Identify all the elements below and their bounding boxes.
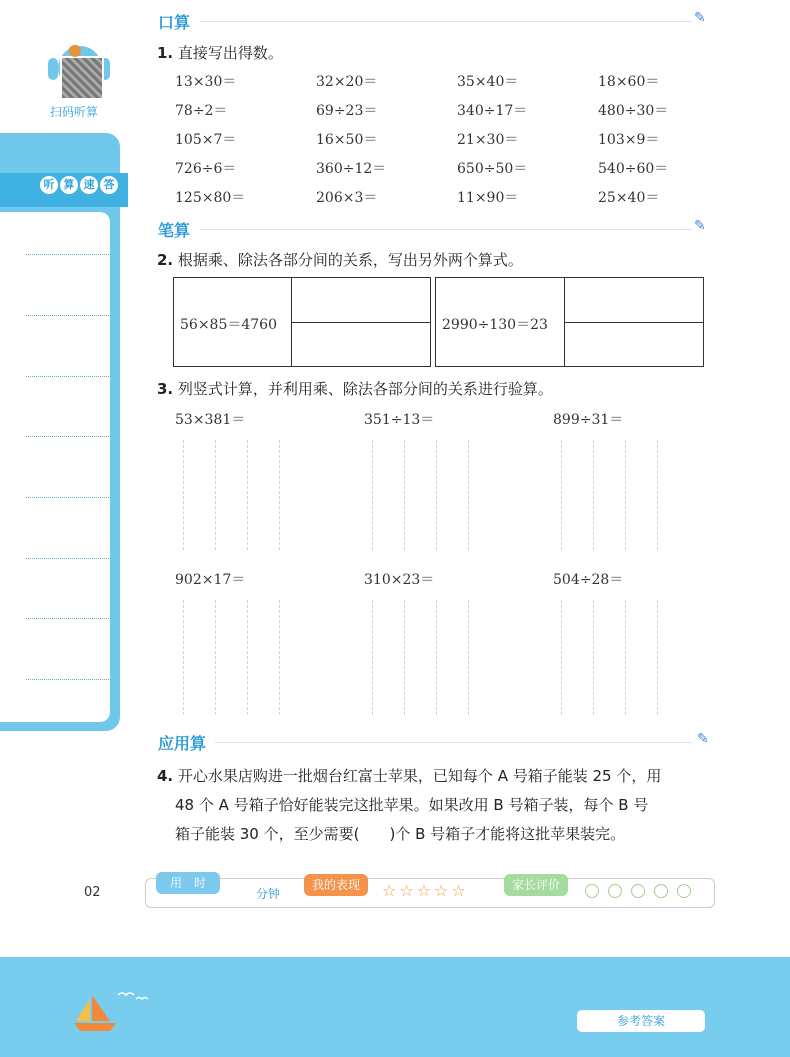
section-title-applied: 应用算 (158, 734, 207, 753)
performance-label: 我的表现 (304, 874, 368, 896)
parent-eval-label: 家长评价 (504, 874, 568, 896)
guide-line (372, 440, 373, 550)
vertical-problem: 902×17＝ (175, 572, 246, 588)
note-line (26, 254, 111, 255)
tab-char: 听 (40, 176, 58, 194)
note-line (26, 618, 111, 619)
oral-problem: 206×3＝ (316, 190, 378, 206)
tab-char: 答 (100, 176, 118, 194)
guide-line (183, 600, 184, 715)
guide-line (404, 440, 405, 550)
guide-line (247, 600, 248, 715)
note-line (26, 497, 111, 498)
note-line (26, 376, 111, 377)
section-divider (215, 742, 692, 743)
sidebar-notes-area (0, 212, 110, 722)
oral-problem: 360÷12＝ (316, 161, 387, 177)
guide-line (436, 600, 437, 715)
guide-line (436, 440, 437, 550)
guide-line (625, 600, 626, 715)
oral-problem: 105×7＝ (175, 132, 237, 148)
headphone-left-icon (48, 58, 58, 80)
question-text: 直接写出得数。 (177, 44, 283, 62)
guide-line (657, 600, 658, 715)
relation-equation-2: 2990÷130＝23 (442, 317, 548, 333)
answer-key-button[interactable]: 参考答案 (577, 1010, 705, 1032)
guide-line (183, 440, 184, 550)
qr-code-widget[interactable] (48, 40, 110, 112)
oral-problem: 726÷6＝ (175, 161, 237, 177)
smile-icon[interactable] (654, 884, 668, 898)
answer-line[interactable] (564, 322, 703, 323)
guide-line (561, 600, 562, 715)
question-number: 3. (157, 380, 174, 398)
vertical-problem: 351÷13＝ (364, 412, 435, 428)
section-title-written: 笔算 (158, 221, 191, 240)
section-title-oral: 口算 (158, 13, 191, 32)
pencil-icon: ✎ (694, 10, 706, 26)
section-divider (200, 21, 692, 22)
oral-problem: 13×30＝ (175, 74, 237, 90)
question-text-line: 开心水果店购进一批烟台红富士苹果，已知每个 A 号箱子能装 25 个，用 (177, 767, 662, 785)
relation-equation-1: 56×85＝4760 (180, 317, 277, 333)
star-rating[interactable]: ☆☆☆☆☆ (382, 881, 469, 900)
guide-line (372, 600, 373, 715)
guide-line (468, 440, 469, 550)
guide-line (215, 440, 216, 550)
question-2-title (157, 249, 523, 270)
pencil-icon: ✎ (694, 218, 706, 234)
guide-line (468, 600, 469, 715)
tab-char: 算 (60, 176, 78, 194)
minutes-label: 分钟 (256, 887, 281, 901)
oral-problem: 16×50＝ (316, 132, 378, 148)
note-line (26, 558, 111, 559)
sailboat-icon (70, 985, 160, 1035)
oral-problem: 125×80＝ (175, 190, 246, 206)
guide-line (657, 440, 658, 550)
guide-line (561, 440, 562, 550)
vertical-problem: 310×23＝ (364, 572, 435, 588)
question-text-line: 48 个 A 号箱子恰好能装完这批苹果。如果改用 B 号箱子装，每个 B 号 (175, 796, 649, 814)
guide-line (279, 440, 280, 550)
smile-icon[interactable] (608, 884, 622, 898)
oral-problem: 35×40＝ (457, 74, 519, 90)
section-divider (200, 229, 692, 230)
oral-problem: 18×60＝ (598, 74, 660, 90)
guide-line (593, 440, 594, 550)
question-4-body (157, 762, 661, 849)
time-label: 用 时 (156, 872, 220, 894)
guide-line (247, 440, 248, 550)
smile-icon[interactable] (631, 884, 645, 898)
oral-problem: 78÷2＝ (175, 103, 228, 119)
page-number: 02 (84, 885, 101, 900)
relation-box-1 (173, 277, 431, 367)
guide-line (593, 600, 594, 715)
oral-problem: 103×9＝ (598, 132, 660, 148)
tab-char: 速 (80, 176, 98, 194)
oral-problem: 69÷23＝ (316, 103, 378, 119)
bird-icon: ● (68, 40, 82, 59)
note-line (26, 679, 111, 680)
pencil-icon: ✎ (697, 731, 709, 747)
vertical-problem: 53×381＝ (175, 412, 246, 428)
question-text: 列竖式计算，并利用乘、除法各部分间的关系进行验算。 (177, 380, 553, 398)
smile-icon[interactable] (585, 884, 599, 898)
vertical-problem: 899÷31＝ (553, 412, 624, 428)
note-line (26, 436, 111, 437)
oral-problem: 32×20＝ (316, 74, 378, 90)
oral-problem: 21×30＝ (457, 132, 519, 148)
face-rating[interactable] (585, 884, 691, 898)
question-number: 4. (157, 767, 174, 785)
oral-problem: 11×90＝ (457, 190, 519, 206)
oral-problem: 650÷50＝ (457, 161, 528, 177)
guide-line (625, 440, 626, 550)
question-3-title (157, 378, 553, 399)
note-line (26, 315, 111, 316)
question-number: 2. (157, 251, 174, 269)
oral-problem: 340÷17＝ (457, 103, 528, 119)
qr-code-image[interactable] (60, 56, 104, 100)
question-1-title (157, 42, 283, 63)
question-text: 根据乘、除法各部分间的关系，写出另外两个算式。 (177, 251, 523, 269)
guide-line (404, 600, 405, 715)
sidebar-tab-label (40, 176, 118, 194)
relation-box-2 (435, 277, 704, 367)
oral-problem: 25×40＝ (598, 190, 660, 206)
answer-line[interactable] (291, 322, 430, 323)
scan-label: 扫码听算 (50, 105, 99, 119)
vertical-problem: 504÷28＝ (553, 572, 624, 588)
smile-icon[interactable] (677, 884, 691, 898)
oral-problem: 540÷60＝ (598, 161, 669, 177)
guide-line (279, 600, 280, 715)
question-number: 1. (157, 44, 174, 62)
guide-line (215, 600, 216, 715)
oral-problem: 480÷30＝ (598, 103, 669, 119)
question-text-line: 箱子能装 30 个，至少需要( )个 B 号箱子才能将这批苹果装完。 (175, 825, 626, 843)
